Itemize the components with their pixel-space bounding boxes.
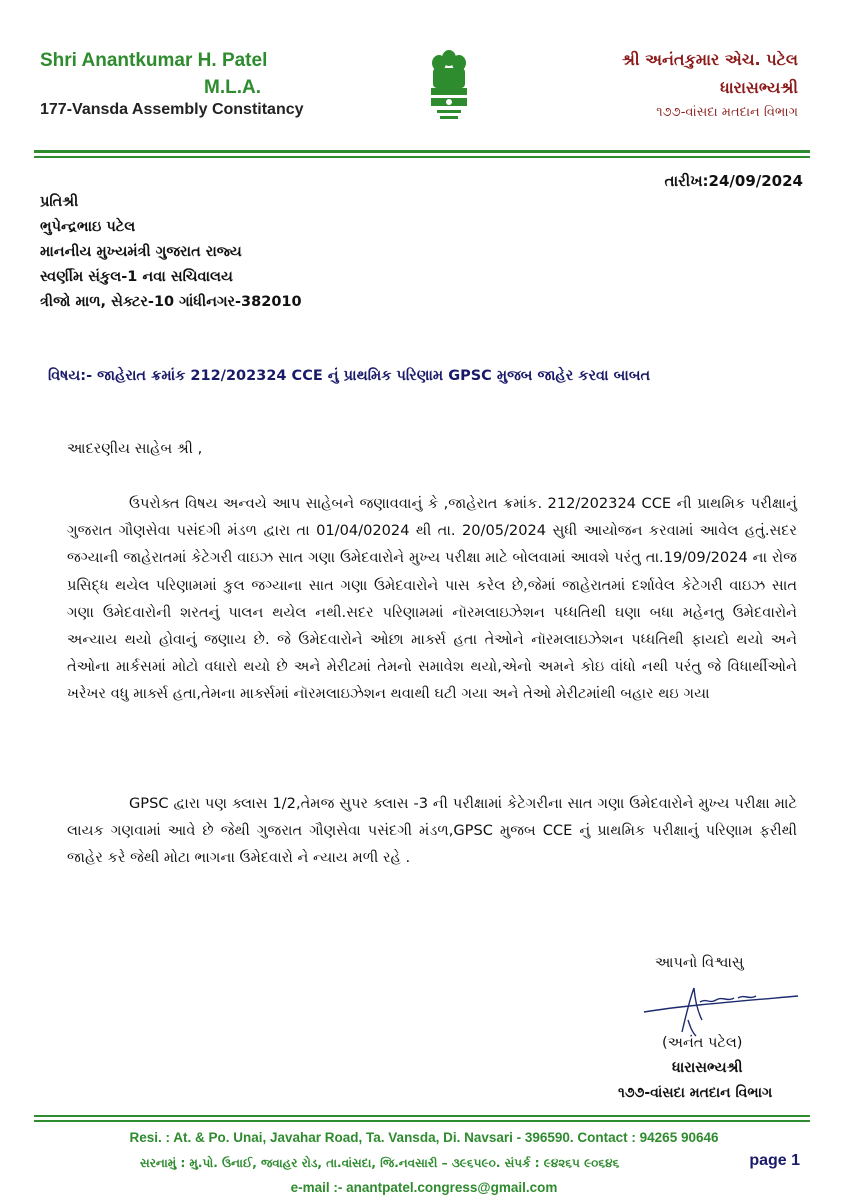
address-line-2: ભુપેન્દ્રભાઇ પટેલ	[40, 219, 136, 235]
header-constituency-en: 177-Vansda Assembly Constitancy	[40, 101, 304, 118]
header-title-en: M.L.A.	[204, 77, 261, 98]
subject-line: વિષય:- જાહેરાત ક્રમાંક 212/202324 CCE નું પ્રાથમિક પરિણામ GPSC મુજબ જાહેર કરવા બાબત	[48, 368, 651, 384]
national-emblem-icon	[428, 48, 470, 124]
body-paragraph-2: GPSC દ્વારા પણ ક્લાસ 1/2,તેમજ સુપર ક્લાસ -3 ની પરીક્ષામાં કેટેગરીના સાત ગણા ઉમેદવારોને મુખ્ય પરીક્ષા માટે લાયક ગણવામાં આવે છે જેથી ગુજરાત ગૌણસેવા પસંદગી મંડળ,GPSC મુજબ CCE નું પ્રાથમિક પરીક્ષાનું પરિણામ ફરીથી જાહેર કરે જેથી મોટા ભાગના ઉમેદવારો ને ન્યાય મળી રહે .	[67, 795, 797, 867]
signatory-constituency: ૧૭૭-વાંસદા મતદાન વિભાગ	[618, 1085, 773, 1101]
closing-text: આપનો વિશ્વાસુ	[655, 955, 744, 971]
handwritten-signature	[640, 980, 800, 1040]
address-line-3: માનનીય મુખ્યમંત્રી ગુજરાત રાજ્ય	[40, 244, 242, 260]
header-divider-top	[34, 150, 810, 153]
header-name-en: Shri Anantkumar H. Patel	[40, 50, 268, 71]
header-title-gu: ધારાસભ્યશ્રી	[720, 78, 798, 97]
footer-residence-en: Resi. : At. & Po. Unai, Javahar Road, Ta. Vansda, Di. Navsari - 396590. Contact : 94265 90646	[129, 1130, 719, 1145]
page-number: page 1	[749, 1152, 800, 1169]
address-line-4: સ્વર્ણીમ સંકુલ-1 નવા સચિવાલય	[40, 269, 233, 285]
salutation: આદરણીય સાહેબ શ્રી ,	[67, 440, 203, 457]
header-name-gu: શ્રી અનંતકુમાર એચ. પટેલ	[621, 50, 798, 69]
header-divider-bottom	[34, 156, 810, 158]
address-line-5: ત્રીજો માળ, સેક્ટર-10 ગાંધીનગર-382010	[40, 294, 302, 310]
signatory-name: (અનંત પટેલ)	[662, 1035, 743, 1051]
footer-residence-gu: સરનામું : મુ.પો. ઉનાઈ, જવાહર રોડ, તા.વાંસદા, જિ.નવસારી – ૩૯૬૫૯૦. સંપર્ક : ૯૪૨૬૫ ૯૦૬૪૬	[140, 1156, 620, 1170]
address-line-1: પ્રતિશ્રી	[40, 194, 79, 210]
footer-email: e-mail :- anantpatel.congress@gmail.com	[290, 1180, 558, 1195]
signatory-title: ધારાસભ્યશ્રી	[672, 1060, 743, 1076]
header-constituency-gu: ૧૭૭-વાંસદા મતદાન વિભાગ	[656, 105, 798, 120]
footer-divider-bottom	[34, 1120, 810, 1122]
body-paragraph-1: ઉપરોક્ત વિષય અન્વયે આપ સાહેબને જણાવવાનું કે ,જાહેરાત ક્રમાંક. 212/202324 CCE ની પ્રાથમિક પરીક્ષાનું ગુજરાત ગૌણસેવા પસંદગી મંડળ દ્વારા તા 01/04/02024 થી તા. 20/05/2024 સુધી આયોજન કરવામાં આવેલ હતું.સદર જગ્યાની જાહેરાતમાં કેટેગરી વાઇઝ સાત ગણા ઉમેદવારોને મુખ્ય પરીક્ષા માટે બોલવામાં આવશે પરંતુ તા.19/09/2024 ના રોજ પ્રસિદ્ધ થયેલ પરિણામમાં કુલ જગ્યાના સાત ગણા ઉમેદવારોને પાસ કરેલ છે,જેમાં જાહેરાતમાં દર્શાવેલ કેટેગરી વાઇઝ સાત ગણા ઉમેદવારોની શરતનું પાલન થયેલ નથી.સદર પરિણામમાં નૉરમલાઇઝેશન પધ્ધતિથી ઘણા બધા મહેનતુ ઉમેદવારોને અન્યાય થયો હોવાનું જણાય છે. જે ઉમેદવારોને ઓછા માર્ક્સ હતા તેઓને નૉરમલાઇઝેશન પધ્ધતિથી ફાયદો થયો અને તેઓના માર્કસમાં મોટો વધારો થયો છે અને મેરીટમાં તેમનો સમાવેશ થયો,એનો અમને કોઇ વાંધો નથી પરંતુ જે વિધાર્થીઓને ખરેખર વધુ માર્ક્સ હતા,તેમના માર્ક્સમાં નૉરમલાઇઝેશન થવાથી ઘટી ગયા અને તેઓ મેરીટમાંથી બહાર થઇ ગયા	[67, 495, 797, 703]
letter-date: તારીખ:24/09/2024	[664, 172, 803, 190]
footer-divider-top	[34, 1115, 810, 1117]
